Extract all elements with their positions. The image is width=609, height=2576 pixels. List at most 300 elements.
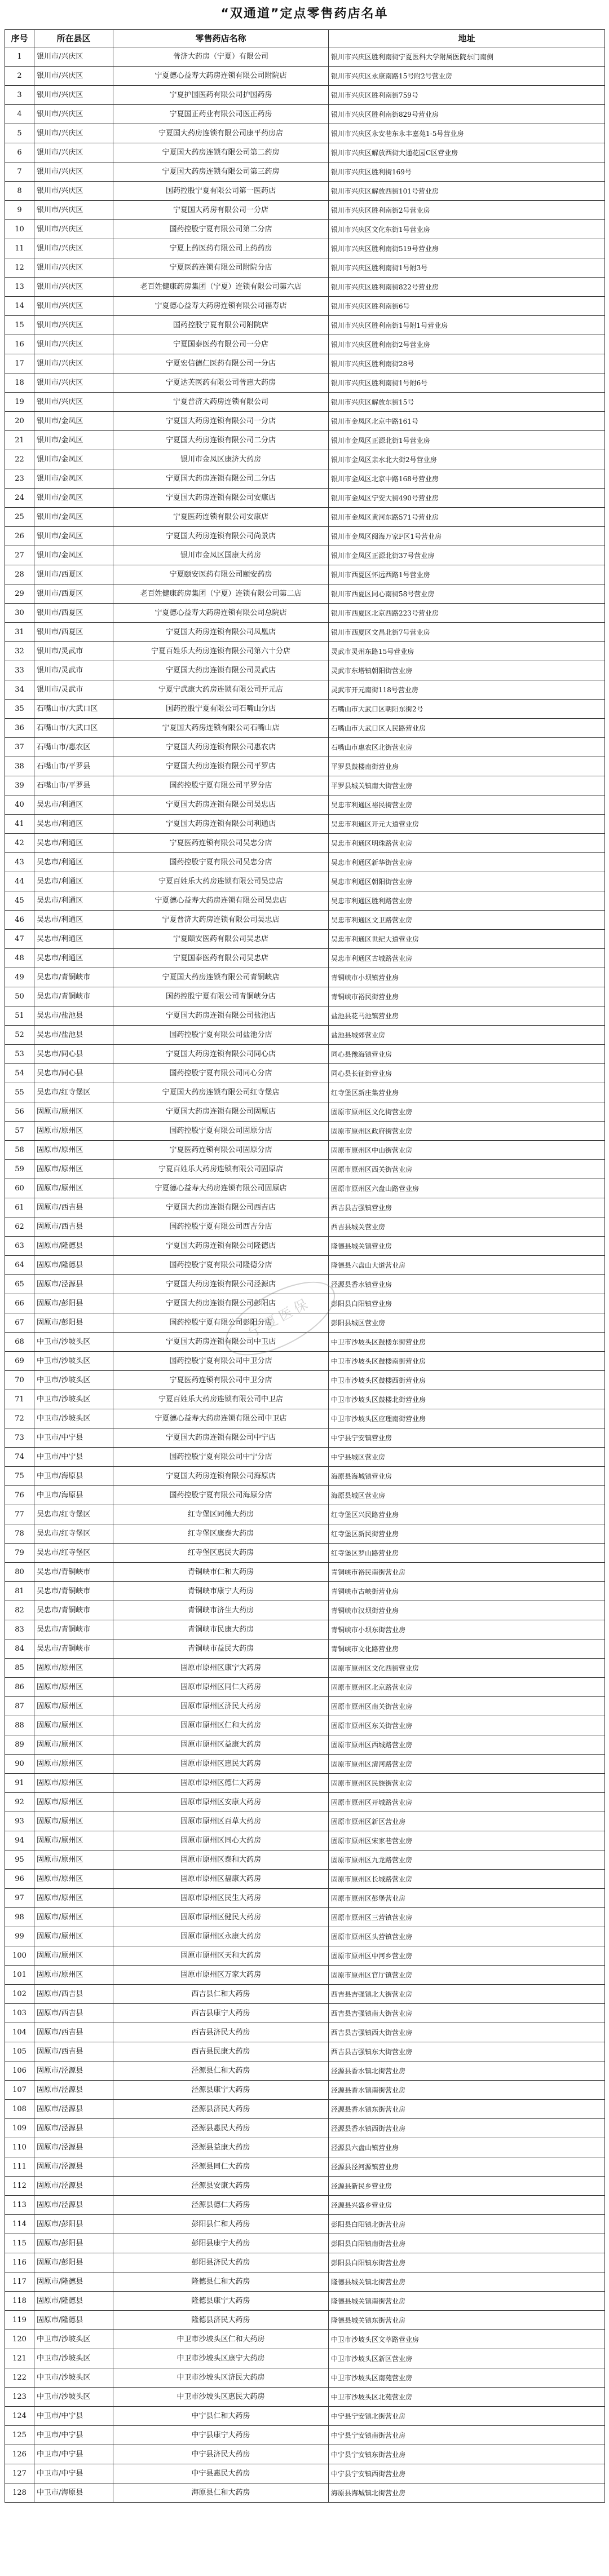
cell-addr: 银川市兴庆区解放西街101号营业房 <box>329 182 605 201</box>
table-row <box>5 2023 605 2042</box>
cell-name: 宁夏国泰医药有限公司一分店 <box>113 335 329 354</box>
cell-area: 吴忠市/红寺堡区 <box>34 1544 113 1563</box>
table-row <box>5 1026 605 1045</box>
cell-addr: 中卫市沙坡头区鼓楼南街营业房 <box>329 1352 605 1371</box>
cell-name: 固原市原州区安康大药房 <box>113 1793 329 1812</box>
table-row <box>5 853 605 872</box>
table-row <box>5 1985 605 2004</box>
cell-addr: 灵武市开元南街118号营业房 <box>329 680 605 700</box>
cell-addr: 隆德县城关镇营业房 <box>329 1237 605 1256</box>
cell-no: 19 <box>5 393 34 412</box>
cell-area: 中卫市/沙坡头区 <box>34 2330 113 2349</box>
cell-area: 固原市/西吉县 <box>34 1217 113 1237</box>
cell-no: 24 <box>5 489 34 508</box>
table-row <box>5 776 605 795</box>
cell-addr: 盐池县城郊营业房 <box>329 1026 605 1045</box>
cell-no: 43 <box>5 853 34 872</box>
cell-addr: 中卫市沙坡头区鼓楼西街营业房 <box>329 1371 605 1390</box>
cell-area: 吴忠市/青铜峡市 <box>34 987 113 1006</box>
table-row <box>5 719 605 738</box>
cell-area: 固原市/泾源县 <box>34 1275 113 1294</box>
table-body <box>5 47 605 2503</box>
cell-addr: 吴忠市利通区胜利路营业房 <box>329 891 605 911</box>
cell-no: 39 <box>5 776 34 795</box>
table-row <box>5 469 605 489</box>
cell-name: 海原县仁和大药房 <box>113 2483 329 2503</box>
cell-area: 固原市/原州区 <box>34 1908 113 1927</box>
cell-area: 中卫市/中宁县 <box>34 2426 113 2445</box>
table-row <box>5 2215 605 2234</box>
cell-no: 27 <box>5 546 34 565</box>
cell-no: 6 <box>5 143 34 162</box>
cell-addr: 彭阳县白阳镇南街营业房 <box>329 2234 605 2253</box>
cell-no: 68 <box>5 1333 34 1352</box>
cell-area: 固原市/原州区 <box>34 1179 113 1198</box>
table-row <box>5 1428 605 1448</box>
cell-addr: 固原市原州区中山街营业房 <box>329 1141 605 1160</box>
cell-no: 40 <box>5 795 34 815</box>
cell-area: 吴忠市/青铜峡市 <box>34 1639 113 1659</box>
cell-no: 26 <box>5 527 34 546</box>
cell-no: 44 <box>5 872 34 891</box>
table-row <box>5 1102 605 1122</box>
table-row <box>5 891 605 911</box>
cell-addr: 固原市原州区民族街营业房 <box>329 1774 605 1793</box>
table-row <box>5 1179 605 1198</box>
table-row <box>5 1064 605 1083</box>
cell-area: 银川市/兴庆区 <box>34 47 113 67</box>
cell-area: 中卫市/中宁县 <box>34 2464 113 2483</box>
table-row <box>5 1141 605 1160</box>
cell-addr: 中宁县宁安镇南街营业房 <box>329 2426 605 2445</box>
cell-addr: 隆德县六盘山大道营业房 <box>329 1256 605 1275</box>
cell-name: 中卫市沙坡头区康宁大药房 <box>113 2349 329 2368</box>
cell-area: 固原市/泾源县 <box>34 2177 113 2196</box>
table-row <box>5 2177 605 2196</box>
cell-no: 79 <box>5 1544 34 1563</box>
cell-no: 118 <box>5 2292 34 2311</box>
cell-area: 固原市/西吉县 <box>34 2042 113 2061</box>
cell-addr: 西吉县城关营业房 <box>329 1217 605 1237</box>
table-row <box>5 584 605 604</box>
cell-area: 银川市/兴庆区 <box>34 278 113 297</box>
cell-no: 108 <box>5 2100 34 2119</box>
table-row <box>5 1371 605 1390</box>
cell-no: 3 <box>5 86 34 105</box>
cell-name: 国药控股宁夏有限公司吴忠分店 <box>113 853 329 872</box>
cell-area: 银川市/兴庆区 <box>34 297 113 316</box>
table-row <box>5 968 605 987</box>
cell-addr: 银川市金凤区正源北街1号营业房 <box>329 431 605 450</box>
cell-area: 吴忠市/利通区 <box>34 891 113 911</box>
cell-area: 中卫市/中宁县 <box>34 2445 113 2464</box>
cell-addr: 西吉县吉强镇北大街营业房 <box>329 1985 605 2004</box>
table-row <box>5 815 605 834</box>
cell-no: 67 <box>5 1313 34 1333</box>
cell-area: 固原市/西吉县 <box>34 1985 113 2004</box>
table-row <box>5 2196 605 2215</box>
table-row <box>5 2272 605 2292</box>
cell-addr: 灵武市东塔镇朝阳街营业房 <box>329 661 605 680</box>
cell-no: 51 <box>5 1006 34 1026</box>
cell-area: 银川市/兴庆区 <box>34 105 113 124</box>
cell-addr: 银川市金凤区阅海万家F区1号营业房 <box>329 527 605 546</box>
table-row <box>5 393 605 412</box>
cell-name: 宁夏国大药房连锁有限公司二分店 <box>113 469 329 489</box>
cell-addr: 泾源县香水镇东街营业房 <box>329 2100 605 2119</box>
cell-no: 83 <box>5 1620 34 1639</box>
cell-addr: 固原市原州区中河乡营业房 <box>329 1946 605 1966</box>
cell-addr: 吴忠市利通区明珠路营业房 <box>329 834 605 853</box>
cell-area: 固原市/原州区 <box>34 1850 113 1870</box>
cell-addr: 固原市原州区三营镇营业房 <box>329 1908 605 1927</box>
table-row <box>5 220 605 239</box>
table-row <box>5 2100 605 2119</box>
cell-no: 64 <box>5 1256 34 1275</box>
cell-area: 吴忠市/利通区 <box>34 834 113 853</box>
cell-area: 银川市/金凤区 <box>34 450 113 469</box>
cell-area: 吴忠市/盐池县 <box>34 1006 113 1026</box>
cell-area: 固原市/泾源县 <box>34 2061 113 2081</box>
cell-area: 吴忠市/利通区 <box>34 815 113 834</box>
cell-addr: 固原市原州区九龙路营业房 <box>329 1850 605 1870</box>
table-row <box>5 2464 605 2483</box>
cell-addr: 西吉县吉强镇西大街营业房 <box>329 2023 605 2042</box>
cell-area: 固原市/原州区 <box>34 1793 113 1812</box>
cell-addr: 中卫市沙坡头区鼓楼北街营业房 <box>329 1390 605 1409</box>
cell-name: 中卫市沙坡头区仁和大药房 <box>113 2330 329 2349</box>
cell-no: 117 <box>5 2272 34 2292</box>
table-row <box>5 1582 605 1601</box>
table-row <box>5 1083 605 1102</box>
cell-addr: 彭阳县白阳镇营业房 <box>329 1294 605 1313</box>
cell-no: 60 <box>5 1179 34 1198</box>
cell-addr: 吴忠市利通区古城路营业房 <box>329 949 605 968</box>
cell-no: 55 <box>5 1083 34 1102</box>
cell-addr: 固原市原州区官厅镇营业房 <box>329 1966 605 1985</box>
cell-addr: 灵武市灵州东路15号营业房 <box>329 642 605 661</box>
cell-name: 宁夏德心益寿大药房连锁有限公司固原店 <box>113 1179 329 1198</box>
cell-name: 宁夏国大药房连锁有限公司第二药房 <box>113 143 329 162</box>
cell-area: 固原市/西吉县 <box>34 2023 113 2042</box>
cell-name: 固原市原州区德仁大药房 <box>113 1774 329 1793</box>
cell-no: 86 <box>5 1678 34 1697</box>
table-row <box>5 335 605 354</box>
cell-area: 银川市/兴庆区 <box>34 124 113 143</box>
cell-name: 泾源县益康大药房 <box>113 2138 329 2157</box>
cell-addr: 平罗县城关镇南大街营业房 <box>329 776 605 795</box>
cell-no: 101 <box>5 1966 34 1985</box>
cell-name: 宁夏国大药房连锁有限公司凤凰店 <box>113 623 329 642</box>
cell-name: 固原市原州区百草大药房 <box>113 1812 329 1831</box>
cell-area: 固原市/原州区 <box>34 1735 113 1755</box>
cell-area: 吴忠市/青铜峡市 <box>34 1601 113 1620</box>
cell-name: 宁夏国大药房连锁有限公司一分店 <box>113 412 329 431</box>
cell-name: 固原市原州区仁和大药房 <box>113 1716 329 1735</box>
cell-addr: 红寺堡区兴民路营业房 <box>329 1505 605 1524</box>
cell-addr: 银川市兴庆区胜利南街519号营业房 <box>329 239 605 258</box>
header-no: 序号 <box>5 30 34 47</box>
cell-addr: 银川市西夏区怀远西路1号营业房 <box>329 565 605 584</box>
cell-area: 吴忠市/盐池县 <box>34 1026 113 1045</box>
cell-area: 中卫市/中宁县 <box>34 2407 113 2426</box>
cell-area: 固原市/原州区 <box>34 1831 113 1850</box>
cell-area: 银川市/金凤区 <box>34 546 113 565</box>
cell-name: 国药控股宁夏有限公司彭阳分店 <box>113 1313 329 1333</box>
document-title: “双通道”定点零售药店名单 <box>220 7 389 21</box>
cell-no: 119 <box>5 2311 34 2330</box>
cell-area: 固原市/泾源县 <box>34 2081 113 2100</box>
cell-name: 彭阳县仁和大药房 <box>113 2215 329 2234</box>
table-row <box>5 2311 605 2330</box>
cell-name: 老百姓健康药房集团（宁夏）连锁有限公司第二店 <box>113 584 329 604</box>
table-row <box>5 1256 605 1275</box>
cell-addr: 银川市兴庆区胜利南街822号营业房 <box>329 278 605 297</box>
cell-area: 固原市/原州区 <box>34 1102 113 1122</box>
header-name: 零售药店名称 <box>113 30 329 47</box>
cell-name: 西吉县济民大药房 <box>113 2023 329 2042</box>
cell-name: 宁夏百姓乐大药房连锁有限公司第六十分店 <box>113 642 329 661</box>
cell-no: 28 <box>5 565 34 584</box>
cell-name: 国药控股宁夏有限公司固原分店 <box>113 1122 329 1141</box>
cell-no: 53 <box>5 1045 34 1064</box>
cell-no: 84 <box>5 1639 34 1659</box>
cell-name: 隆德县康宁大药房 <box>113 2292 329 2311</box>
cell-name: 隆德县仁和大药房 <box>113 2272 329 2292</box>
cell-no: 102 <box>5 1985 34 2004</box>
cell-area: 银川市/灵武市 <box>34 642 113 661</box>
cell-addr: 固原市原州区清河路营业房 <box>329 1755 605 1774</box>
cell-area: 吴忠市/利通区 <box>34 930 113 949</box>
cell-addr: 银川市兴庆区胜利街169号 <box>329 162 605 182</box>
cell-name: 中宁县仁和大药房 <box>113 2407 329 2426</box>
table-row <box>5 1333 605 1352</box>
table-row <box>5 2234 605 2253</box>
cell-no: 89 <box>5 1735 34 1755</box>
cell-area: 中卫市/中宁县 <box>34 1428 113 1448</box>
cell-name: 宁夏国大药房连锁有限公司同心店 <box>113 1045 329 1064</box>
table-row <box>5 930 605 949</box>
cell-no: 14 <box>5 297 34 316</box>
cell-addr: 银川市兴庆区胜利南街28号 <box>329 354 605 373</box>
cell-area: 固原市/隆德县 <box>34 2272 113 2292</box>
cell-area: 吴忠市/同心县 <box>34 1064 113 1083</box>
cell-no: 1 <box>5 47 34 67</box>
cell-no: 85 <box>5 1659 34 1678</box>
cell-area: 银川市/兴庆区 <box>34 162 113 182</box>
cell-area: 固原市/隆德县 <box>34 1237 113 1256</box>
cell-name: 固原市原州区泰和大药房 <box>113 1850 329 1870</box>
cell-area: 固原市/隆德县 <box>34 2292 113 2311</box>
table-row <box>5 1237 605 1256</box>
table-row <box>5 2407 605 2426</box>
cell-no: 12 <box>5 258 34 278</box>
cell-addr: 银川市金凤区正源北街37号营业房 <box>329 546 605 565</box>
table-row <box>5 2138 605 2157</box>
cell-name: 泾源县仁和大药房 <box>113 2061 329 2081</box>
cell-name: 固原市原州区同心大药房 <box>113 1831 329 1850</box>
cell-no: 113 <box>5 2196 34 2215</box>
cell-addr: 银川市兴庆区胜利南街759号 <box>329 86 605 105</box>
cell-name: 宁夏国大药房连锁有限公司尚景店 <box>113 527 329 546</box>
cell-addr: 银川市兴庆区胜利南街1号附3号 <box>329 258 605 278</box>
table-row <box>5 987 605 1006</box>
cell-area: 中卫市/中宁县 <box>34 1448 113 1467</box>
cell-addr: 固原市原州区开城路营业房 <box>329 1793 605 1812</box>
table-row <box>5 1659 605 1678</box>
table-row <box>5 1850 605 1870</box>
cell-area: 银川市/西夏区 <box>34 565 113 584</box>
table-row <box>5 1409 605 1428</box>
cell-no: 126 <box>5 2445 34 2464</box>
cell-no: 20 <box>5 412 34 431</box>
cell-name: 彭阳县济民大药房 <box>113 2253 329 2272</box>
cell-addr: 海原县海城镇营业房 <box>329 1467 605 1486</box>
cell-name: 宁夏百姓乐大药房连锁有限公司吴忠店 <box>113 872 329 891</box>
cell-name: 泾源县济民大药房 <box>113 2100 329 2119</box>
cell-no: 116 <box>5 2253 34 2272</box>
cell-area: 银川市/金凤区 <box>34 412 113 431</box>
table-row <box>5 508 605 527</box>
cell-addr: 中卫市沙坡头区文萃路营业房 <box>329 2330 605 2349</box>
cell-addr: 泾源县香水镇南街营业房 <box>329 2081 605 2100</box>
cell-no: 11 <box>5 239 34 258</box>
cell-addr: 西吉县吉强镇南大街营业房 <box>329 2004 605 2023</box>
cell-addr: 红寺堡区新庄集营业房 <box>329 1083 605 1102</box>
cell-no: 32 <box>5 642 34 661</box>
cell-addr: 银川市兴庆区胜利南街829号营业房 <box>329 105 605 124</box>
cell-area: 银川市/灵武市 <box>34 661 113 680</box>
cell-name: 国药控股宁夏有限公司盐池分店 <box>113 1026 329 1045</box>
cell-no: 78 <box>5 1524 34 1544</box>
table-row <box>5 201 605 220</box>
cell-addr: 银川市金凤区黄河东路571号营业房 <box>329 508 605 527</box>
cell-name: 国药控股宁夏有限公司青铜峡分店 <box>113 987 329 1006</box>
cell-no: 16 <box>5 335 34 354</box>
cell-area: 中卫市/沙坡头区 <box>34 1371 113 1390</box>
cell-no: 47 <box>5 930 34 949</box>
cell-name: 国药控股宁夏有限公司隆德分店 <box>113 1256 329 1275</box>
table-row <box>5 1908 605 1927</box>
cell-name: 青铜峡市民康大药房 <box>113 1620 329 1639</box>
cell-area: 石嘴山市/平罗县 <box>34 776 113 795</box>
cell-addr: 泾源县六盘山镇营业房 <box>329 2138 605 2157</box>
cell-no: 52 <box>5 1026 34 1045</box>
table-row <box>5 2292 605 2311</box>
table-row <box>5 1697 605 1716</box>
cell-addr: 银川市兴庆区文化东街1号营业房 <box>329 220 605 239</box>
cell-name: 宁夏国泰医药有限公司吴忠店 <box>113 949 329 968</box>
table-row <box>5 1601 605 1620</box>
cell-area: 银川市/金凤区 <box>34 431 113 450</box>
cell-area: 银川市/西夏区 <box>34 604 113 623</box>
table-row <box>5 1774 605 1793</box>
table-row <box>5 297 605 316</box>
cell-no: 121 <box>5 2349 34 2368</box>
cell-area: 固原市/彭阳县 <box>34 2234 113 2253</box>
cell-area: 中卫市/沙坡头区 <box>34 2388 113 2407</box>
cell-addr: 彭阳县城区营业房 <box>329 1313 605 1333</box>
cell-addr: 盐池县花马池镇营业房 <box>329 1006 605 1026</box>
table-row <box>5 2368 605 2388</box>
cell-addr: 固原市原州区宋家巷营业房 <box>329 1831 605 1850</box>
table-row <box>5 1198 605 1217</box>
cell-no: 91 <box>5 1774 34 1793</box>
cell-name: 宁夏国大药房连锁有限公司西吉店 <box>113 1198 329 1217</box>
cell-no: 29 <box>5 584 34 604</box>
cell-no: 30 <box>5 604 34 623</box>
table-row <box>5 1639 605 1659</box>
cell-no: 45 <box>5 891 34 911</box>
cell-name: 国药控股宁夏有限公司平罗分店 <box>113 776 329 795</box>
cell-no: 123 <box>5 2388 34 2407</box>
cell-area: 固原市/泾源县 <box>34 2138 113 2157</box>
cell-addr: 银川市西夏区同心南街58号营业房 <box>329 584 605 604</box>
cell-no: 104 <box>5 2023 34 2042</box>
cell-name: 国药控股宁夏有限公司附院店 <box>113 316 329 335</box>
cell-area: 中卫市/沙坡头区 <box>34 1333 113 1352</box>
cell-no: 127 <box>5 2464 34 2483</box>
cell-addr: 固原市原州区西城路营业房 <box>329 1735 605 1755</box>
table-row <box>5 738 605 757</box>
cell-name: 宁夏国大药房连锁有限公司利通店 <box>113 815 329 834</box>
cell-area: 吴忠市/利通区 <box>34 795 113 815</box>
cell-no: 4 <box>5 105 34 124</box>
cell-name: 宁夏德心益寿大药房连锁有限公司附院店 <box>113 67 329 86</box>
cell-name: 红寺堡区康泰大药房 <box>113 1524 329 1544</box>
table-row <box>5 489 605 508</box>
cell-name: 泾源县惠民大药房 <box>113 2119 329 2138</box>
table-row <box>5 182 605 201</box>
table-row <box>5 431 605 450</box>
cell-area: 银川市/兴庆区 <box>34 67 113 86</box>
cell-name: 国药控股宁夏有限公司海原分店 <box>113 1486 329 1505</box>
cell-name: 宁夏国大药房连锁有限公司灵武店 <box>113 661 329 680</box>
cell-name: 宁夏国大药房连锁有限公司青铜峡店 <box>113 968 329 987</box>
cell-area: 石嘴山市/大武口区 <box>34 700 113 719</box>
cell-no: 71 <box>5 1390 34 1409</box>
cell-name: 固原市原州区济民大药房 <box>113 1697 329 1716</box>
cell-area: 银川市/灵武市 <box>34 680 113 700</box>
table-row <box>5 1889 605 1908</box>
cell-name: 固原市原州区永康大药房 <box>113 1927 329 1946</box>
cell-addr: 中卫市沙坡头区南苑营业房 <box>329 2368 605 2388</box>
cell-addr: 青铜峡市文化路营业房 <box>329 1639 605 1659</box>
table-row <box>5 239 605 258</box>
cell-addr: 吴忠市利通区新华街营业房 <box>329 853 605 872</box>
cell-name: 国药控股宁夏有限公司第一医药店 <box>113 182 329 201</box>
cell-addr: 青铜峡市裕民南街营业房 <box>329 1563 605 1582</box>
cell-area: 固原市/彭阳县 <box>34 2253 113 2272</box>
cell-no: 49 <box>5 968 34 987</box>
cell-addr: 银川市西夏区北京西路223号营业房 <box>329 604 605 623</box>
cell-name: 红寺堡区惠民大药房 <box>113 1544 329 1563</box>
cell-no: 61 <box>5 1198 34 1217</box>
cell-name: 宁夏国正药业有限公司医正药房 <box>113 105 329 124</box>
cell-no: 10 <box>5 220 34 239</box>
cell-area: 银川市/兴庆区 <box>34 220 113 239</box>
cell-addr: 吴忠市利通区朝阳街营业房 <box>329 872 605 891</box>
cell-no: 22 <box>5 450 34 469</box>
table-row <box>5 623 605 642</box>
cell-name: 宁夏护国医药有限公司护国药房 <box>113 86 329 105</box>
cell-area: 银川市/西夏区 <box>34 584 113 604</box>
cell-addr: 海原县海城镇北街营业房 <box>329 2483 605 2503</box>
cell-area: 银川市/兴庆区 <box>34 316 113 335</box>
cell-no: 112 <box>5 2177 34 2196</box>
cell-name: 中宁县惠民大药房 <box>113 2464 329 2483</box>
cell-no: 41 <box>5 815 34 834</box>
